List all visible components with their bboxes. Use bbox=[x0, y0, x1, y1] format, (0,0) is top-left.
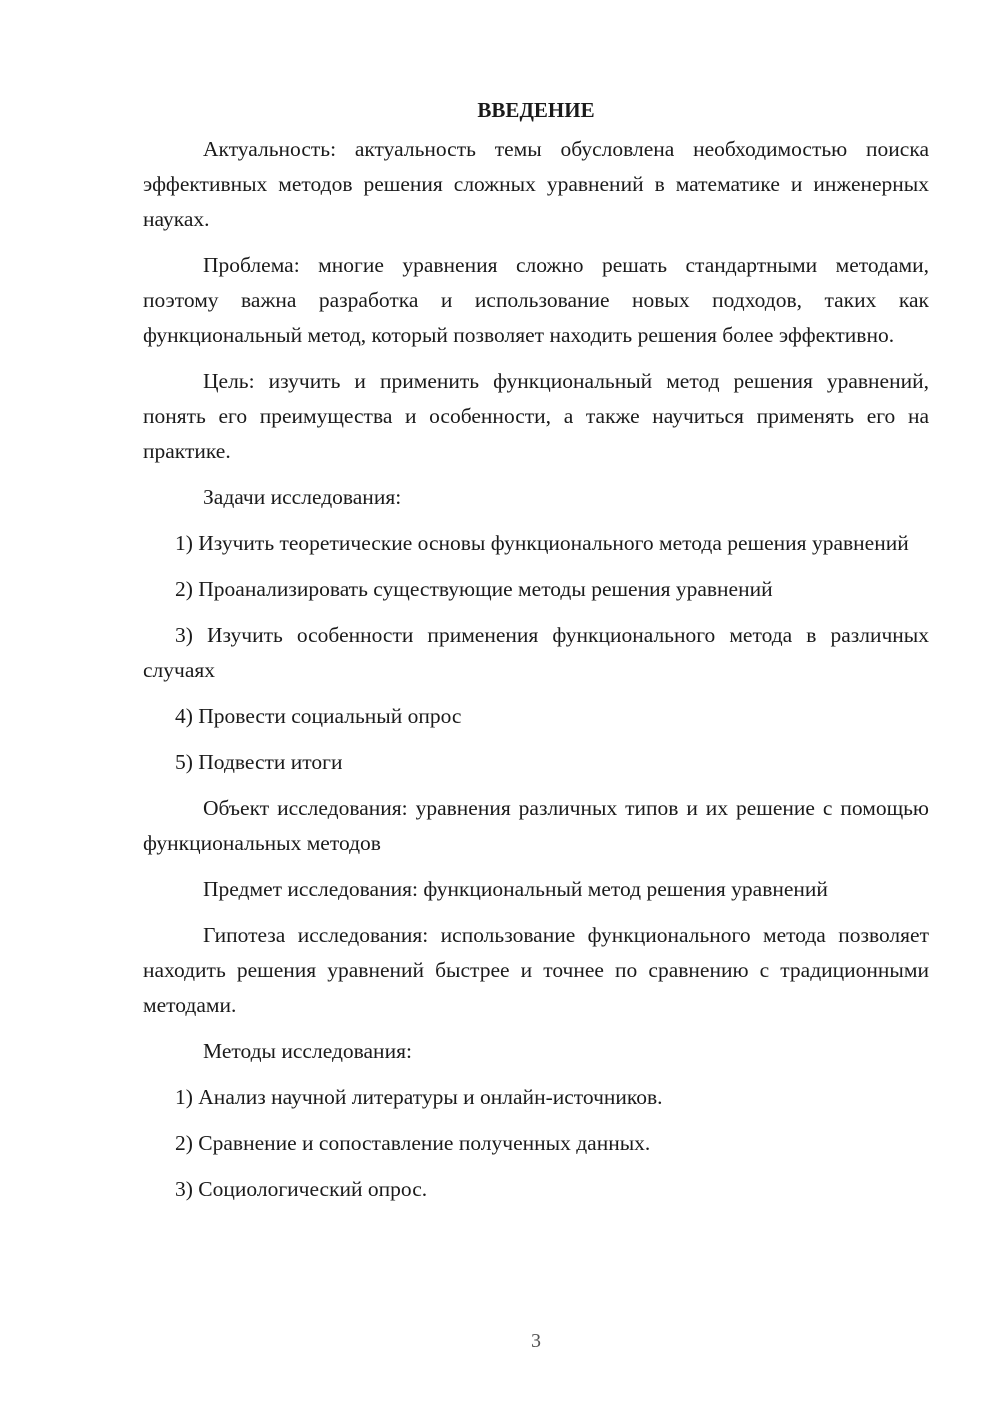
task-item: 5) Подвести итоги bbox=[175, 750, 343, 774]
method-item: 3) Социологический опрос. bbox=[175, 1177, 428, 1201]
object-paragraph: Объект исследования: уравнения различных типов и их решение с помощью функциональных методов bbox=[143, 796, 929, 855]
section-title: ВВЕДЕНИЕ bbox=[477, 98, 595, 122]
methods-heading: Методы исследования: bbox=[203, 1039, 412, 1063]
tasks-heading: Задачи исследования: bbox=[203, 485, 402, 509]
hypothesis-paragraph: Гипотеза исследования: использование функционального метода позволяет находить решения уравнений быстрее и точнее по сравнению с традиционными методами. bbox=[143, 923, 929, 1017]
problem-paragraph: Проблема: многие уравнения сложно решать стандартными методами, поэтому важна разработка и использование новых подходов, таких как функциональный метод, который позволяет находить решения более эффективно. bbox=[143, 253, 929, 347]
task-item: 3) Изучить особенности применения функционального метода в различных случаях bbox=[143, 623, 929, 682]
task-item: 1) Изучить теоретические основы функционального метода решения уравнений bbox=[175, 531, 909, 555]
method-item: 2) Сравнение и сопоставление полученных данных. bbox=[175, 1131, 651, 1155]
task-item: 4) Провести социальный опрос bbox=[175, 704, 462, 728]
goal-paragraph: Цель: изучить и применить функциональный метод решения уравнений, понять его преимущества и особенности, а также научиться применять его на практике. bbox=[143, 369, 929, 463]
relevance-paragraph: Актуальность: актуальность темы обусловлена необходимостью поиска эффективных методов решения сложных уравнений в математике и инженерных науках. bbox=[143, 137, 929, 231]
task-item: 2) Проанализировать существующие методы решения уравнений bbox=[175, 577, 773, 601]
method-item: 1) Анализ научной литературы и онлайн-источников. bbox=[175, 1085, 663, 1109]
document-page bbox=[143, 92, 929, 1207]
page-number: 3 bbox=[531, 1330, 541, 1352]
subject-paragraph: Предмет исследования: функциональный метод решения уравнений bbox=[203, 877, 828, 901]
